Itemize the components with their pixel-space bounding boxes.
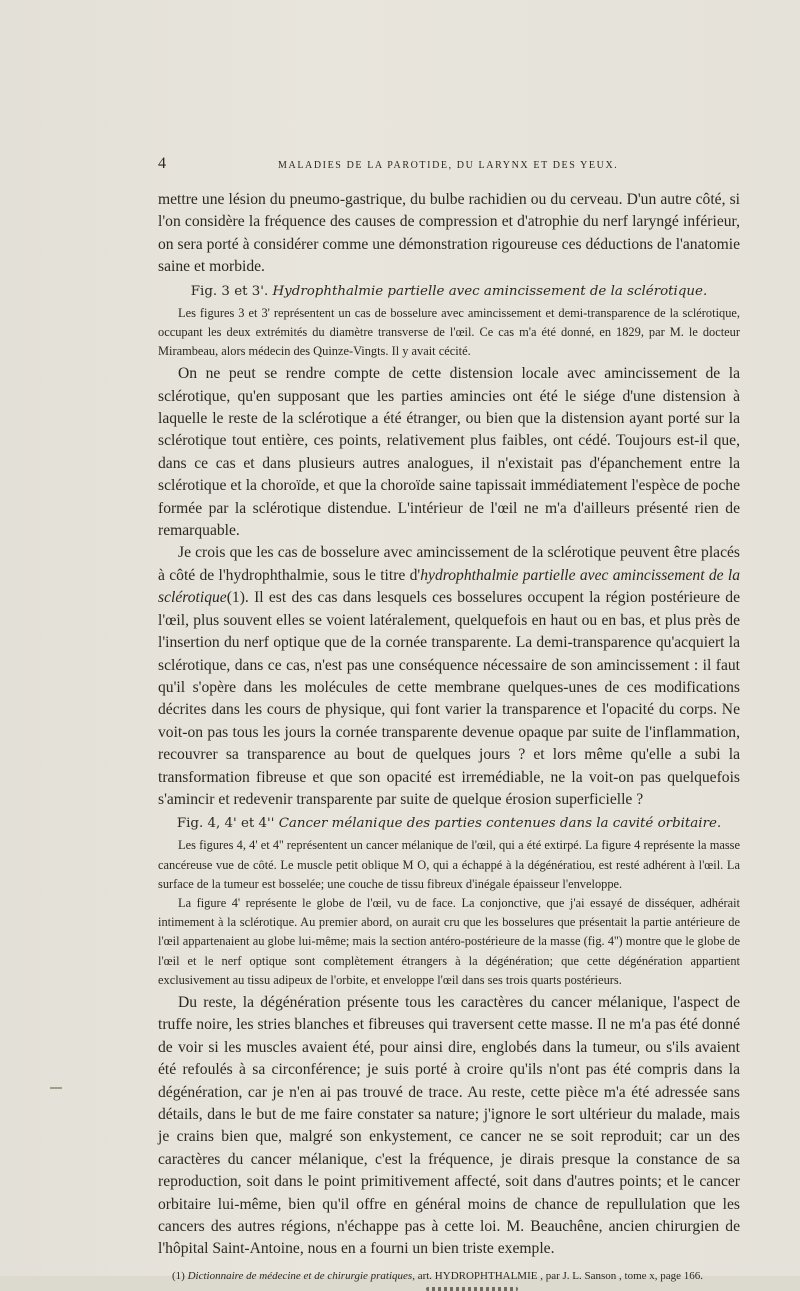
fleuron-ornament	[426, 1287, 518, 1291]
running-title: MALADIES DE LA PAROTIDE, DU LARYNX ET DES YEUX.	[278, 160, 619, 171]
footnote-source: Dictionnaire de médecine et de chirurgie pratiques	[187, 1269, 413, 1282]
margin-mark	[50, 1087, 62, 1089]
figure-4-description-1: Les figures 4, 4' et 4'' représentent un cancer mélanique de l'œil, qui a été extirpé. La figure 4 représente la masse cancéreuse vue de côté. Le muscle petit oblique M O, qui a échappé à la dégénératiou, est resté adhérent à l'œil. La surface de la tumeur est bosselée; une couche de tissu fibreux d'inégale épaisseur l'enveloppe.	[158, 838, 740, 891]
paragraph-hydrophthalmie-after: (1). Il est des cas dans lesquels ces bosselures occupent la région postérieure de l'œil, plus souvent elles se voient latéralement, quelquefois en haut ou en bas, et plus près de l'insertion du nerf optique que de la cornée transparente. La demi-transparence qu'acquiert la sclérotique, dans ce cas, n'est pas une conséquence nécessaire de son amincissement : il faut qu'il s'opère dans les molécules de cette membrane quelques-unes de ces modifications décrites dans les cours de physique, qui font varier la transparence et l'opacité du corps. Ne voit-on pas tous les jours la cornée transparente devenue opaque par suite de l'inflammation, recouvrer sa transparence au bout de quelques jours ? et lors même qu'elle a subi la transformation fibreuse et que son opacité est irremédiable, ne la voit-on pas quelquefois s'amincir et redevenir transparente par suite de quelque érosion superficielle ?	[158, 589, 740, 808]
figure-3-description: Les figures 3 et 3' représentent un cas de bosselure avec amincissement et demi-transparence de la sclérotique, occupant les deux extrémités du diamètre transverse de l'œil. Ce cas m'a été donné, en 1829, par M. le docteur Mirambeau, alors médecin des Quinze-Vingts. Il y avait cécité.	[158, 305, 740, 359]
figure-4-caption	[158, 813, 740, 834]
figure-4-title: Cancer mélanique des parties contenues dans la cavité orbitaire.	[278, 816, 722, 832]
page-number: 4	[158, 155, 166, 172]
figure-3-label: Fig. 3 et 3'.	[190, 283, 269, 299]
paragraph-intro: mettre une lésion du pneumo-gastrique, du bulbe rachidien ou du cerveau. D'un autre côté, si l'on considère la fréquence des causes de compression et d'atrophie du nerf laryngé inférieur, on sera porté à considérer comme une démonstration rigoureuse ces déductions de l'anatomie saine et morbide.	[158, 191, 740, 276]
figure-3-title: Hydrophthalmie partielle avec amincissement de la sclérotique.	[272, 283, 708, 299]
paragraph-cancer: Du reste, la dégénération présente tous les caractères du cancer mélanique, l'aspect de truffe noire, les stries blanches et fibreuses qui traversent cette masse. Il ne m'a pas été donné de voir si les muscles avaient été, pour ainsi dire, englobés dans la tumeur, ou s'ils avaient été refoulés à sa circonférence; je suis porté à croire qu'ils n'ont pas été compris dans la dégénération, car je n'en ai pas trouvé de trace. Au reste, cette pièce m'a été adressée sans détails, dans le but de me faire constater sa nature; j'ignore le sort ultérieur du malade, mais je crains bien que, malgré son enkystement, ce cancer ne se soit reproduit; car un des caractères du cancer mélanique, c'est la fréquence, je dirais presque la constance de sa reproduction, soit dans le point primitivement affecté, soit dans d'autres points; et le cancer orbitaire lui-même, bien qu'il offre en général moins de chance de repullulation que les cancers des autres régions, n'échappe pas à cette loi. M. Beauchêne, ancien chirurgien de l'hôpital Saint-Antoine, nous en a fourni un bien triste exemple.	[158, 993, 740, 1258]
paragraph-hydrophthalmie-title: hydrophthalmie partielle avec amincissement de la sclérotique	[158, 566, 741, 607]
footnote-reference: , art. HYDROPHTHALMIE , par J. L. Sanson , tome x, page 166.	[412, 1269, 704, 1282]
figure-3-caption	[158, 281, 740, 302]
figure-4-label: Fig. 4, 4' et 4''	[176, 816, 275, 832]
page-content	[158, 155, 740, 1291]
footnote-marker: (1)	[172, 1269, 185, 1282]
running-head	[158, 155, 740, 179]
figure-4-description-2: La figure 4' représente le globe de l'œil, vu de face. La conjonctive, que j'ai essayé de disséquer, adhérait intimement à la sclérotique. Au premier abord, on aurait cru que les bosselures que présentait la partie antérieure de l'œil appartenaient au globe lui-même; mais la section antéro-postérieure de la masse (fig. 4'') montre que le globe de l'œil et le nerf optique sont complètement étrangers à la dégénération; que cette dégénération appartient exclusivement au tissu adipeux de l'orbite, et enveloppe l'œil dans ses trois quarts postérieurs.	[158, 895, 740, 987]
paragraph-hydrophthalmie-before: Je crois que les cas de bosselure avec amincissement de la sclérotique peuvent être placés à côté de l'hydrophthalmie, sous le titre d'	[158, 544, 740, 584]
paragraph-hydrophthalmie	[158, 542, 740, 811]
paragraph-distension: On ne peut se rendre compte de cette distension locale avec amincissement de la sclérotique, qu'en supposant que les parties amincies ont été le siége d'une distension à laquelle le reste de la sclérotique a été étranger, ou bien que la distension ayant porté sur la sclérotique tout entière, ces points, relativement plus faibles, ont cédé. Toujours est-il que, dans ce cas et dans plusieurs autres analogues, il n'existait pas d'épanchement entre la sclérotique et la choroïde, et que la choroïde saine tapissait immédiatement l'espèce de poche formée par la sclérotique distendue. L'intérieur de l'œil ne m'a d'ailleurs présenté rien de remarquable.	[158, 365, 740, 540]
